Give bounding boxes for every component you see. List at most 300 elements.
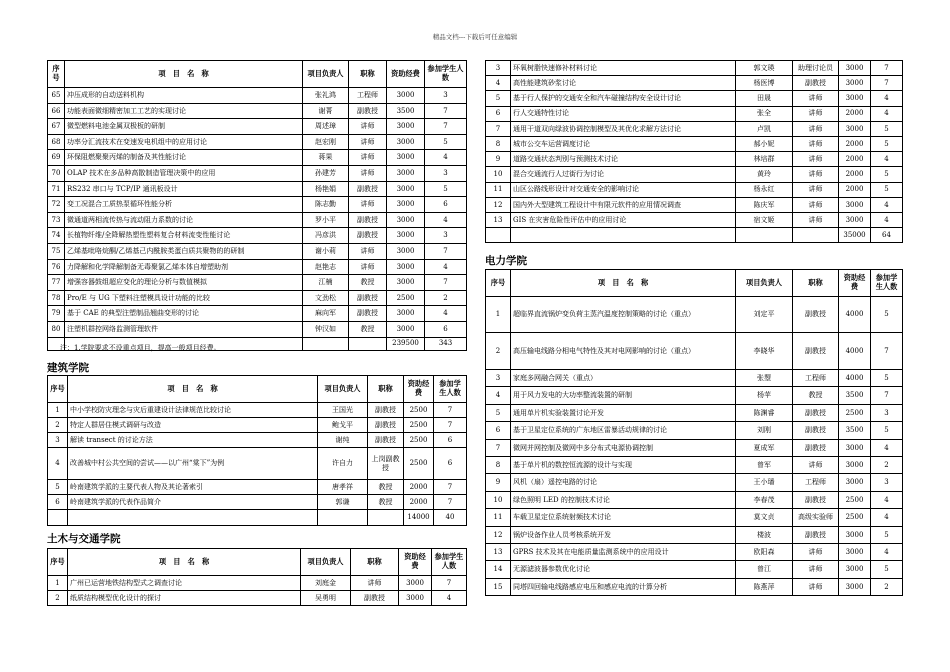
cell-title: 副教授 [349, 306, 387, 322]
header-funds: 资助经费 [404, 376, 434, 403]
cell-students: 7 [871, 76, 903, 91]
cell-students: 6 [434, 448, 467, 480]
cell-leader: 谢小莉 [303, 243, 349, 259]
cell-project-name: 功能表面微细精密加工工艺的实现讨论 [65, 103, 303, 119]
cell-funds: 4000 [839, 297, 871, 333]
table-row [48, 197, 467, 213]
cell-title: 讲师 [793, 106, 839, 121]
cell-title: 讲师 [349, 150, 387, 166]
table-row [486, 456, 903, 473]
cell-title: 教授 [349, 321, 387, 337]
cell-no: 9 [486, 152, 511, 167]
cell-title: 讲师 [793, 197, 839, 212]
table-row [48, 275, 467, 291]
cell-leader: 江楠 [303, 275, 349, 291]
cell-funds: 3000 [839, 121, 871, 136]
cell-project-name: 冲压成形的自动送料机构 [65, 88, 303, 104]
cell-project-name: 功率分汇流技术在变速发电机组中的应用讨论 [65, 134, 303, 150]
cell-students: 3 [425, 88, 467, 104]
cell-no: 71 [48, 181, 65, 197]
total-funds: 14000 [404, 510, 434, 526]
cell-project-name: GPRS 技术及其在电能质量监测系统中的应用设计 [511, 543, 736, 560]
table-row [486, 387, 903, 404]
cell-leader: 吴勇明 [301, 591, 351, 606]
cell-project-name: 风机（扇）遥控电路的讨论 [511, 474, 736, 491]
cell-students: 4 [871, 91, 903, 106]
cell-leader: 谢菁 [303, 103, 349, 119]
cell-funds: 3000 [387, 259, 425, 275]
cell-students: 4 [425, 212, 467, 228]
cell-leader: 谢纯 [318, 433, 368, 448]
cell-no: 5 [48, 480, 68, 495]
header-leader: 项目负责人 [736, 270, 793, 297]
cell-students: 4 [871, 106, 903, 121]
cell-students: 2 [425, 290, 467, 306]
cell-funds: 2500 [839, 404, 871, 421]
cell-project-name: 山区公路线形设计对交通安全的影响讨论 [511, 182, 736, 197]
cell-students: 5 [871, 297, 903, 333]
cell-leader: 曾军 [736, 456, 793, 473]
cell-no: 6 [486, 106, 511, 121]
table-row [48, 495, 467, 510]
header-leader: 项目负责人 [301, 549, 351, 576]
cell-no: 80 [48, 321, 65, 337]
cell-leader: 黄玲 [736, 167, 793, 182]
cell-students: 7 [871, 61, 903, 76]
table-row [486, 422, 903, 439]
cell-title: 讲师 [349, 243, 387, 259]
cell-leader: 张礼鸿 [303, 88, 349, 104]
cell-students: 3 [425, 228, 467, 244]
cell-project-name: 微网并网控制及微网中多分布式电源协调控制 [511, 439, 736, 456]
cell-students: 4 [871, 197, 903, 212]
table-row [486, 333, 903, 370]
cell-project-name: 高性能建筑砂浆讨论 [511, 76, 736, 91]
cell-leader: 赵艳志 [303, 259, 349, 275]
cell-no: 11 [486, 182, 511, 197]
cell-funds: 3000 [839, 61, 871, 76]
table-row [486, 297, 903, 333]
cell-leader: 郭文瑛 [736, 61, 793, 76]
table-row [48, 290, 467, 306]
cell-students: 7 [434, 403, 467, 418]
cell-title: 副教授 [793, 297, 839, 333]
cell-project-name: 乙烯基吡咯烷酮/乙烯基己内酰胺类蛋白质共聚物的的研制 [65, 243, 303, 259]
table-mechanical [47, 60, 467, 351]
table-civil-continued [485, 60, 903, 243]
cell-leader: 杨苹 [736, 387, 793, 404]
cell-funds: 2000 [839, 136, 871, 151]
table-electric [485, 269, 903, 596]
cell-students: 5 [425, 181, 467, 197]
cell-project-name: Pro/E 与 UG 下塑料注塑模具设计功能的比较 [65, 290, 303, 306]
cell-no: 13 [486, 543, 511, 560]
table-row [486, 491, 903, 508]
cell-project-name: 基于 CAE 的典型注塑制品翘曲变形的讨论 [65, 306, 303, 322]
cell-funds: 2000 [839, 152, 871, 167]
cell-leader: 张曌 [736, 370, 793, 387]
cell-title: 讲师 [793, 561, 839, 578]
cell-title: 讲师 [793, 152, 839, 167]
table-row [48, 418, 467, 433]
cell-students: 3 [871, 404, 903, 421]
cell-title: 副教授 [793, 439, 839, 456]
header-title: 职称 [351, 549, 399, 576]
cell-project-name: 锅炉设备作业人员考核系统开发 [511, 526, 736, 543]
cell-leader: 周述璋 [303, 119, 349, 135]
cell-no: 67 [48, 119, 65, 135]
cell-project-name: 微通道两相流传热与流动阻力系数的讨论 [65, 212, 303, 228]
cell-no: 74 [48, 228, 65, 244]
cell-title: 副教授 [349, 228, 387, 244]
cell-no: 8 [486, 136, 511, 151]
cell-funds: 3000 [839, 526, 871, 543]
table-row [486, 167, 903, 182]
cell-no: 4 [486, 387, 511, 404]
table-row [486, 121, 903, 136]
cell-leader: 陈庆军 [736, 197, 793, 212]
cell-project-name: 基于行人保护的交通安全和汽车碰撞结构安全设计讨论 [511, 91, 736, 106]
cell-funds: 3000 [839, 456, 871, 473]
cell-students: 5 [425, 134, 467, 150]
total-students: 64 [871, 228, 903, 243]
cell-funds: 2000 [404, 480, 434, 495]
table-row [486, 561, 903, 578]
cell-leader: 王国光 [318, 403, 368, 418]
cell-funds: 3000 [399, 591, 432, 606]
cell-leader: 麻向军 [303, 306, 349, 322]
cell-funds: 3000 [387, 197, 425, 213]
cell-leader: 郭谦 [318, 495, 368, 510]
table-row [486, 76, 903, 91]
cell-no: 2 [48, 591, 68, 606]
cell-students: 4 [425, 150, 467, 166]
cell-title: 副教授 [793, 404, 839, 421]
cell-students: 7 [425, 243, 467, 259]
cell-leader: 楼波 [736, 526, 793, 543]
cell-students: 5 [871, 370, 903, 387]
table-row [48, 119, 467, 135]
cell-project-name: 增强容器鼓组超应变化的理论分析与数值模拟 [65, 275, 303, 291]
section-title-civil: 土木与交通学院 [47, 533, 121, 545]
cell-leader: 夏成军 [736, 439, 793, 456]
cell-no: 75 [48, 243, 65, 259]
cell-funds: 3000 [387, 321, 425, 337]
cell-funds: 3000 [839, 76, 871, 91]
table-row [486, 543, 903, 560]
cell-title: 副教授 [349, 103, 387, 119]
header-no: 序号 [48, 549, 68, 576]
cell-leader: 卢凯 [736, 121, 793, 136]
cell-title: 讲师 [793, 167, 839, 182]
header-name: 项 目 名 称 [68, 549, 301, 576]
cell-project-name: 城市公交车运营调度讨论 [511, 136, 736, 151]
cell-no: 10 [486, 491, 511, 508]
cell-funds: 3000 [399, 576, 432, 591]
cell-title: 副教授 [349, 212, 387, 228]
cell-no: 4 [486, 76, 511, 91]
cell-no: 70 [48, 165, 65, 181]
cell-no: 1 [48, 403, 68, 418]
cell-leader: 刘定平 [736, 297, 793, 333]
cell-title: 副教授 [351, 591, 399, 606]
header-title: 职称 [793, 270, 839, 297]
cell-project-name: 纸质结构模型优化设计的探讨 [68, 591, 301, 606]
cell-title: 工程师 [793, 370, 839, 387]
cell-no: 12 [486, 526, 511, 543]
table-row [486, 61, 903, 76]
cell-students: 4 [425, 259, 467, 275]
cell-funds: 4000 [839, 370, 871, 387]
header-name: 项 目 名 称 [68, 376, 318, 403]
cell-no: 11 [486, 509, 511, 526]
cell-students: 6 [425, 197, 467, 213]
header-students: 参加学生人数 [425, 61, 467, 88]
table-row [486, 91, 903, 106]
cell-funds: 2500 [839, 509, 871, 526]
cell-funds: 3000 [387, 306, 425, 322]
cell-students: 5 [871, 526, 903, 543]
cell-title: 副教授 [368, 418, 404, 433]
table-row [48, 321, 467, 337]
cell-leader: 冯彦洪 [303, 228, 349, 244]
cell-funds: 3000 [839, 543, 871, 560]
cell-title: 副教授 [368, 403, 404, 418]
cell-funds: 2500 [387, 290, 425, 306]
cell-students: 4 [871, 152, 903, 167]
cell-title: 讲师 [793, 456, 839, 473]
cell-leader: 曾江 [736, 561, 793, 578]
cell-students: 6 [434, 433, 467, 448]
cell-funds: 3500 [839, 422, 871, 439]
cell-leader: 林培群 [736, 152, 793, 167]
cell-project-name: 力降解和化学降解制备无毒聚氯乙烯本体自增塑助剂 [65, 259, 303, 275]
table-row [48, 259, 467, 275]
cell-project-name: 基于单片机的数控恒流源的设计与实现 [511, 456, 736, 473]
cell-leader: 钟汉如 [303, 321, 349, 337]
header-students: 参加学生人数 [434, 376, 467, 403]
cell-title: 工程师 [349, 88, 387, 104]
cell-funds: 3000 [387, 243, 425, 259]
cell-title: 讲师 [793, 543, 839, 560]
cell-students: 7 [432, 576, 467, 591]
note-text: 注：1.学院要求不设重点项目，提高一般项目经费。 [60, 344, 221, 352]
cell-funds: 3000 [387, 228, 425, 244]
cell-title: 讲师 [351, 576, 399, 591]
cell-students: 4 [871, 491, 903, 508]
table-row [486, 439, 903, 456]
cell-students: 6 [425, 321, 467, 337]
cell-leader: 文劲松 [303, 290, 349, 306]
cell-title: 副教授 [793, 526, 839, 543]
cell-leader: 郝小妮 [736, 136, 793, 151]
cell-students: 7 [425, 275, 467, 291]
cell-no: 76 [48, 259, 65, 275]
cell-leader: 欧阳森 [736, 543, 793, 560]
header-funds: 资助经费 [387, 61, 425, 88]
table-row [486, 136, 903, 151]
cell-title: 副教授 [793, 76, 839, 91]
cell-title: 讲师 [793, 212, 839, 227]
cell-project-name: 岭南建筑学派的主要代表人物及其论著索引 [68, 480, 318, 495]
table-row [48, 433, 467, 448]
cell-funds: 3000 [387, 88, 425, 104]
cell-no: 5 [486, 91, 511, 106]
table-row [48, 306, 467, 322]
table-row [48, 448, 467, 480]
table-row [48, 480, 467, 495]
cell-project-name: 特定人群居住模式调研与改造 [68, 418, 318, 433]
cell-leader: 宿文姬 [736, 212, 793, 227]
cell-funds: 2500 [404, 418, 434, 433]
cell-project-name: 车载卫星定位系统射频技术讨论 [511, 509, 736, 526]
cell-funds: 3000 [387, 165, 425, 181]
cell-no: 77 [48, 275, 65, 291]
cell-funds: 3000 [839, 197, 871, 212]
table-row [48, 103, 467, 119]
header-name: 项 目 名 称 [65, 61, 303, 88]
cell-leader: 唐孝祥 [318, 480, 368, 495]
table-row [48, 88, 467, 104]
cell-no: 14 [486, 561, 511, 578]
cell-leader: 莫文贞 [736, 509, 793, 526]
cell-project-name: 环氧树脂快速修补材料讨论 [511, 61, 736, 76]
cell-leader: 张全 [736, 106, 793, 121]
cell-students: 2 [871, 456, 903, 473]
table-row [48, 591, 467, 606]
cell-no: 79 [48, 306, 65, 322]
table-row [486, 212, 903, 227]
cell-leader: 田晟 [736, 91, 793, 106]
table-row [48, 228, 467, 244]
cell-students: 4 [871, 509, 903, 526]
header-no: 序号 [486, 270, 511, 297]
cell-project-name: 通用单片机实验装置讨论开发 [511, 404, 736, 421]
cell-leader: 许自力 [318, 448, 368, 480]
cell-students: 2 [871, 578, 903, 595]
cell-students: 3 [425, 165, 467, 181]
table-row [486, 509, 903, 526]
table-row [48, 181, 467, 197]
cell-project-name: GIS 在灾害危险性评估中的应用讨论 [511, 212, 736, 227]
cell-leader: 杨艳娟 [303, 181, 349, 197]
cell-title: 讲师 [793, 182, 839, 197]
header-no: 序号 [48, 376, 68, 403]
total-students: 40 [434, 510, 467, 526]
cell-no: 2 [48, 418, 68, 433]
cell-title: 教授 [793, 387, 839, 404]
cell-students: 4 [425, 306, 467, 322]
cell-students: 7 [425, 119, 467, 135]
cell-title: 讲师 [349, 134, 387, 150]
cell-funds: 3000 [839, 439, 871, 456]
cell-project-name: 同塔四回输电线路感应电压和感应电流的计算分析 [511, 578, 736, 595]
cell-funds: 3000 [387, 134, 425, 150]
header-students: 参加学生人数 [432, 549, 467, 576]
cell-title: 教授 [368, 480, 404, 495]
cell-students: 7 [425, 103, 467, 119]
cell-project-name: OLAP 技术在多品种高散制造管理决策中的应用 [65, 165, 303, 181]
cell-students: 7 [434, 418, 467, 433]
cell-no: 13 [486, 212, 511, 227]
cell-title: 副教授 [793, 333, 839, 370]
cell-leader: 孙建芳 [303, 165, 349, 181]
cell-project-name: 解读 transect 的讨论方法 [68, 433, 318, 448]
cell-no: 6 [48, 495, 68, 510]
cell-title: 讲师 [793, 91, 839, 106]
total-funds: 239500 [387, 337, 425, 350]
cell-project-name: 行人交通特性讨论 [511, 106, 736, 121]
header-leader: 项目负责人 [303, 61, 349, 88]
table-row [486, 404, 903, 421]
cell-project-name: RS232 串口与 TCP/IP 通讯板设计 [65, 181, 303, 197]
cell-no: 9 [486, 474, 511, 491]
cell-title: 讲师 [793, 578, 839, 595]
cell-project-name: 无源滤波器参数优化讨论 [511, 561, 736, 578]
cell-funds: 3000 [839, 578, 871, 595]
table-row [486, 106, 903, 121]
header-no: 序号 [48, 61, 65, 88]
cell-title: 高级实验师 [793, 509, 839, 526]
cell-students: 4 [432, 591, 467, 606]
cell-title: 副教授 [793, 491, 839, 508]
cell-no: 78 [48, 290, 65, 306]
cell-title: 副教授 [368, 433, 404, 448]
cell-funds: 3500 [387, 103, 425, 119]
cell-funds: 2000 [839, 167, 871, 182]
header-name: 项 目 名 称 [511, 270, 736, 297]
cell-funds: 2500 [404, 403, 434, 418]
page-header: 精品文档---下载后可任意编辑 [432, 33, 518, 41]
cell-students: 7 [871, 333, 903, 370]
cell-funds: 3500 [839, 387, 871, 404]
cell-title: 讲师 [349, 197, 387, 213]
cell-leader: 陈渊睿 [736, 404, 793, 421]
cell-title: 讲师 [793, 136, 839, 151]
cell-students: 7 [871, 387, 903, 404]
cell-no: 72 [48, 197, 65, 213]
cell-leader: 杨医博 [736, 76, 793, 91]
cell-title: 副教授 [349, 290, 387, 306]
cell-students: 7 [434, 480, 467, 495]
section-title-architecture: 建筑学院 [47, 362, 89, 374]
cell-no: 8 [486, 456, 511, 473]
section-title-electric: 电力学院 [485, 255, 527, 267]
cell-leader: 杨永红 [736, 182, 793, 197]
cell-project-name: 中小学校防灾理念与灾后重建设计法律规范比较讨论 [68, 403, 318, 418]
cell-funds: 2000 [839, 182, 871, 197]
cell-no: 6 [486, 422, 511, 439]
cell-leader: 李春茂 [736, 491, 793, 508]
cell-leader: 鲍戈平 [318, 418, 368, 433]
cell-no: 7 [486, 121, 511, 136]
cell-students: 5 [871, 182, 903, 197]
cell-funds: 2000 [839, 106, 871, 121]
cell-students: 4 [871, 439, 903, 456]
cell-project-name: 国内外大型建筑工程设计中有限元软件的应用情况调查 [511, 197, 736, 212]
cell-funds: 3000 [839, 91, 871, 106]
cell-students: 4 [871, 543, 903, 560]
header-students: 参加学生人数 [871, 270, 903, 297]
cell-project-name: 通用干道双向绿波协调控制模型及其优化求解方法讨论 [511, 121, 736, 136]
cell-no: 68 [48, 134, 65, 150]
table-row [48, 150, 467, 166]
table-row [48, 212, 467, 228]
cell-leader: 李晓华 [736, 333, 793, 370]
cell-no: 66 [48, 103, 65, 119]
cell-leader: 陈志勤 [303, 197, 349, 213]
cell-leader: 刘庭金 [301, 576, 351, 591]
